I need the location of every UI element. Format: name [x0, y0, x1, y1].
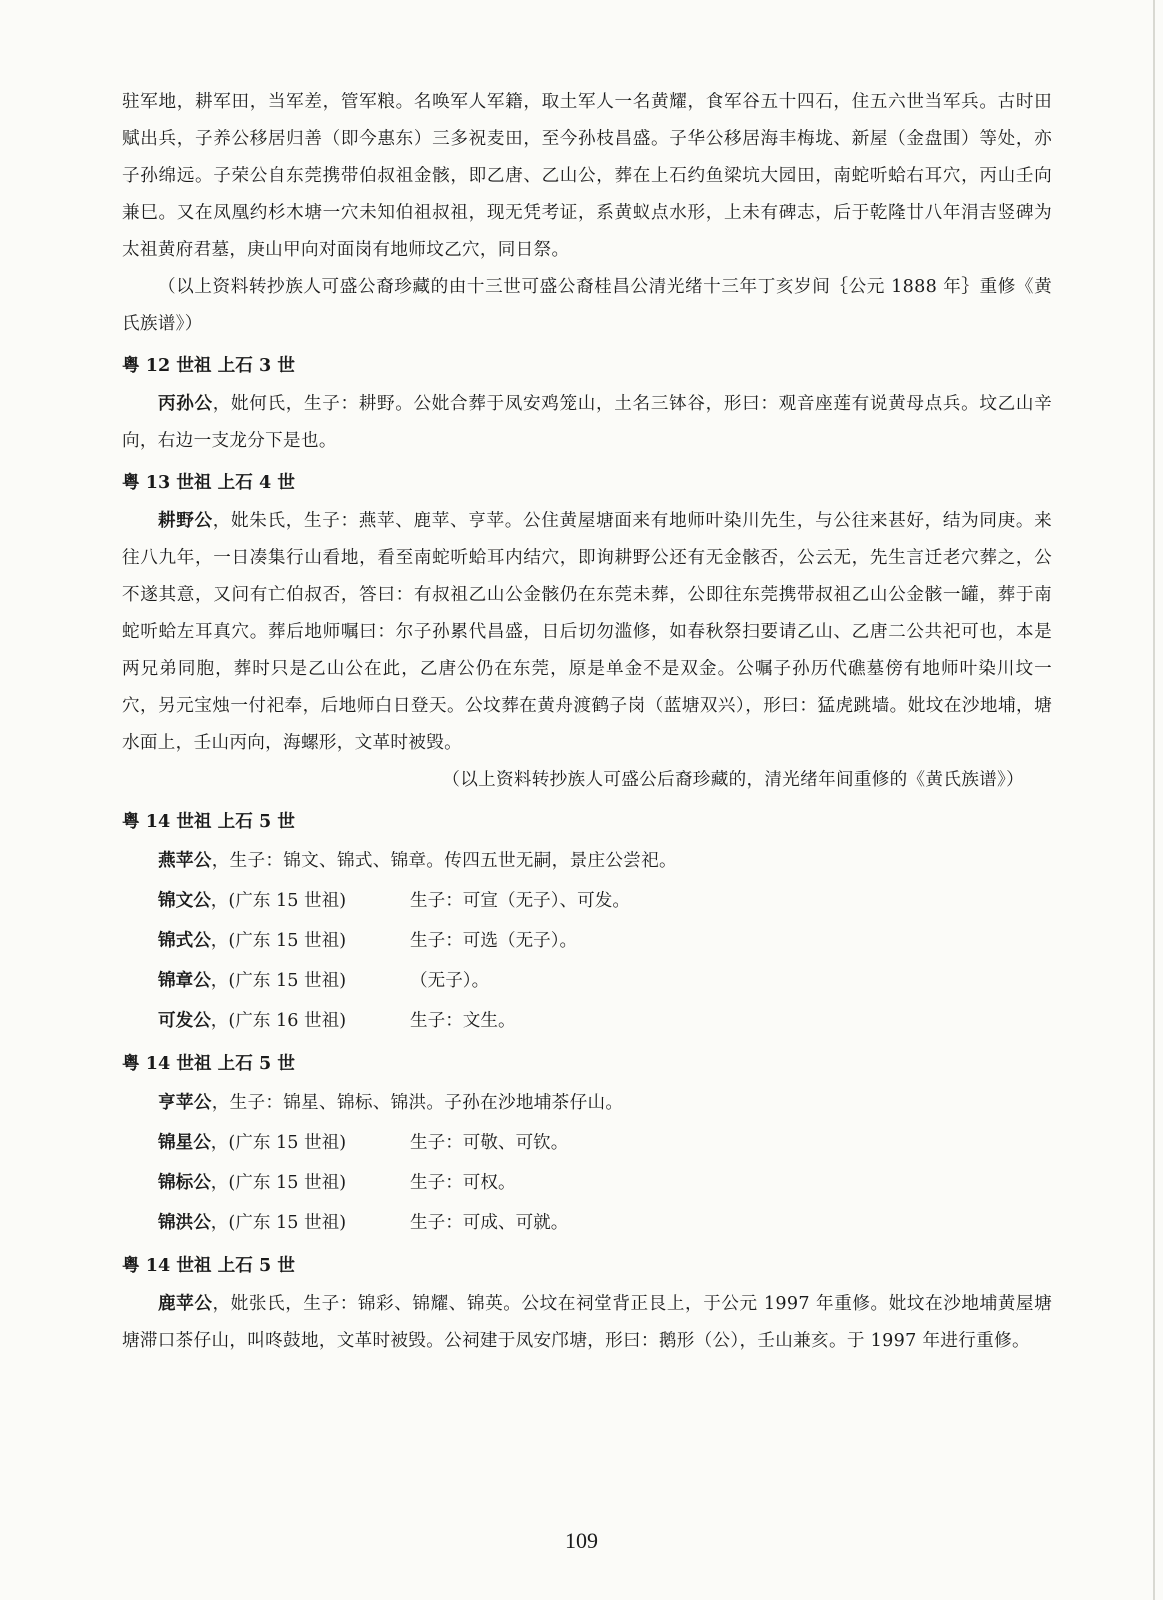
descendant-info: 生子：可成、可就。: [410, 1213, 569, 1233]
descendant-row: [122, 881, 1052, 921]
section-heading-13: 粤 13 世祖 上石 4 世: [122, 472, 295, 493]
descendant-name: 锦式公: [158, 930, 211, 951]
descendant-name: 锦星公: [158, 1132, 211, 1153]
descendant-name: 锦标公: [158, 1172, 211, 1193]
entry-yanping: [122, 841, 1052, 881]
entry-gengye: [122, 502, 1052, 762]
descendant-row: [122, 921, 1052, 961]
section-heading-12: 粤 12 世祖 上石 3 世: [122, 355, 295, 376]
source-note-2: （以上资料转抄族人可盛公后裔珍藏的，清光绪年间重修的《黄氏族谱》）: [442, 770, 1024, 790]
section-heading-14b: 粤 14 世祖 上石 5 世: [122, 1053, 295, 1074]
entry-text: ，妣张氏，生子：锦彩、锦耀、锦英。公坟在祠堂背正艮上，于公元 1997 年重修。妣坟在沙地埔黄屋塘塘滞口茶仔山，叫咚鼓地，文革时被毁。公祠建于凤安邝塘，形曰：鹅形（公），壬山兼亥。于 1997 年进行重修。: [122, 1294, 1052, 1351]
descendant-row: [122, 1203, 1052, 1243]
entry-text: ，生子：锦文、锦式、锦章。传四五世无嗣，景庄公尝祀。: [211, 851, 677, 871]
descendant-row: [122, 961, 1052, 1001]
section-heading-14a: 粤 14 世祖 上石 5 世: [122, 811, 295, 832]
entry-text: ，妣何氏，生子：耕野。公妣合葬于凤安鸡笼山，土名三钵谷，形曰：观音座莲有说黄母点兵。坟乙山辛向，右边一支龙分下是也。: [122, 394, 1052, 451]
descendant-name: 可发公: [158, 1010, 211, 1031]
descendant-info: 生子：文生。: [410, 1011, 516, 1031]
descendant-generation: ，(广东 15 世祖): [210, 971, 347, 991]
source-note: （以上资料转抄族人可盛公裔珍藏的由十三世可盛公裔桂昌公清光绪十三年丁亥岁间｛公元 1888 年｝重修《黄氏族谱》）: [122, 277, 1052, 334]
descendant-row: [122, 1123, 1052, 1163]
entry-name: 亨苹公: [158, 1092, 212, 1113]
descendant-generation: ，(广东 15 世祖): [210, 1133, 347, 1153]
descendant-generation: ，(广东 15 世祖): [210, 1213, 347, 1233]
descendant-name: 锦章公: [158, 970, 211, 991]
descendant-row: [122, 1001, 1052, 1041]
page-content: [122, 84, 1052, 1360]
entry-name: 燕苹公: [158, 850, 212, 871]
entry-text: ，妣朱氏，生子：燕苹、鹿苹、亨苹。公住黄屋塘面来有地师叶染川先生，与公往来甚好，结为同庚。来往八九年，一日凑集行山看地，看至南蛇听蛤耳内结穴，即询耕野公还有无金骸否，公云无，先生言迁老穴葬之，公不遂其意，又问有亡伯叔否，答曰：有叔祖乙山公金骸仍在东莞未葬，公即往东莞携带叔祖乙山公金骸一罐，葬于南蛇听蛤左耳真穴。葬后地师嘱曰：尔子孙累代昌盛，日后切勿滥修，如春秋祭扫要请乙山、乙唐二公共祀可也，本是两兄弟同胞，葬时只是乙山公在此，乙唐公仍在东莞，原是单金不是双金。公嘱子孙历代礁墓傍有地师叶染川坟一穴，另元宝烛一付祀奉，后地师白日登天。公坟葬在黄舟渡鹤子岗（蓝塘双兴），形曰：猛虎跳墙。妣坟在沙地埔，塘水面上，壬山丙向，海螺形，文革时被毁。: [122, 511, 1052, 753]
descendant-generation: ，(广东 15 世祖): [210, 891, 347, 911]
entry-luping: [122, 1285, 1052, 1360]
descendant-name: 锦洪公: [158, 1212, 211, 1233]
entry-hengping: [122, 1083, 1052, 1123]
descendant-generation: ，(广东 15 世祖): [210, 1173, 347, 1193]
entry-bingsun: [122, 385, 1052, 460]
intro-paragraph: 驻军地，耕军田，当军差，管军粮。名唤军人军籍，取土军人一名黄耀，食军谷五十四石，住五六世当军兵。古时田赋出兵，子养公移居归善（即今惠东）三多祝麦田，至今孙枝昌盛。子华公移居海丰梅垅、新屋（金盘围）等处，亦子孙绵远。子荣公自东莞携带伯叔祖金骸，即乙唐、乙山公，葬在上石约鱼梁坑大园田，南蛇听蛤右耳穴，丙山壬向兼巳。又在凤凰约杉木塘一穴未知伯祖叔祖，现无凭考证，系黄蚁点水形，上未有碑志，后于乾隆廿八年涓吉竖碑为太祖黄府君墓，庚山甲向对面岗有地师坟乙穴，同日祭。: [122, 92, 1052, 260]
descendant-row: [122, 1163, 1052, 1203]
descendant-generation: ，(广东 15 世祖): [210, 931, 347, 951]
descendant-generation: ，(广东 16 世祖): [210, 1011, 347, 1031]
entry-name: 耕野公: [158, 510, 213, 531]
entry-name: 鹿苹公: [158, 1293, 213, 1314]
descendant-info: 生子：可权。: [410, 1173, 516, 1193]
descendant-name: 锦文公: [158, 890, 211, 911]
page-edge-shadow: [1153, 0, 1155, 1600]
entry-text: ，生子：锦星、锦标、锦洪。子孙在沙地埔茶仔山。: [211, 1093, 624, 1113]
descendant-info: 生子：可选（无子）。: [410, 931, 578, 951]
section-heading-14c: 粤 14 世祖 上石 5 世: [122, 1255, 295, 1276]
descendant-info: （无子）。: [410, 971, 490, 991]
descendant-info: 生子：可敬、可钦。: [410, 1133, 569, 1153]
page-number: 109: [565, 1528, 598, 1553]
descendant-info: 生子：可宣（无子）、可发。: [410, 891, 630, 911]
entry-name: 丙孙公: [158, 393, 213, 414]
